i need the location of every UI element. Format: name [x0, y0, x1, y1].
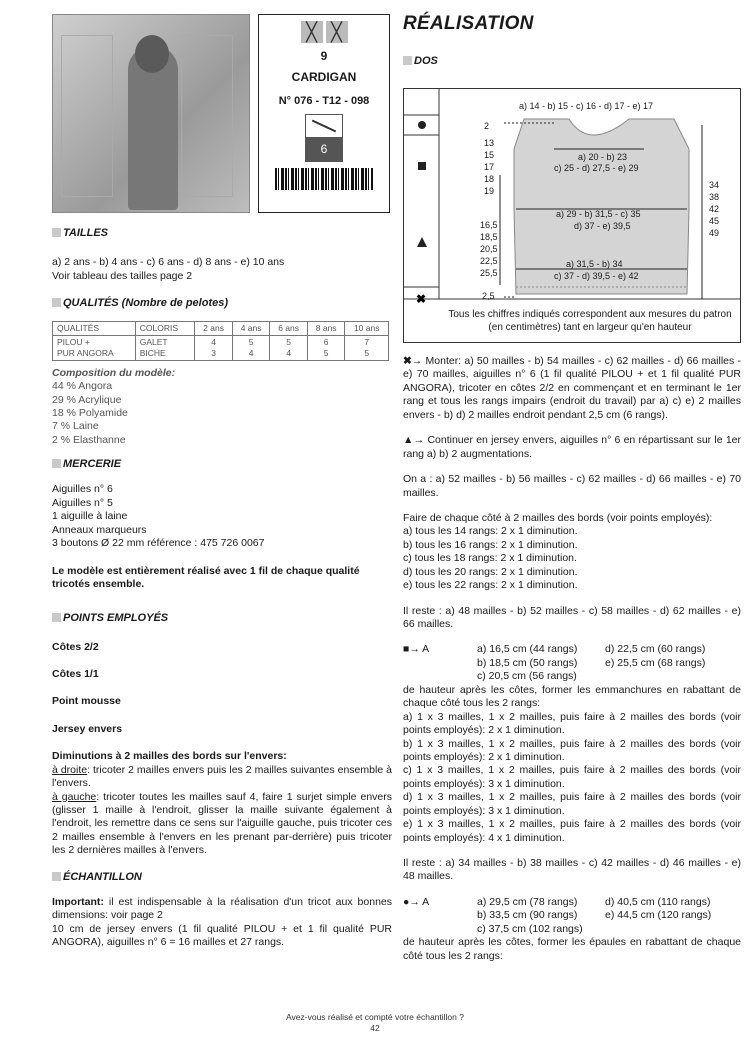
barcode: [275, 168, 373, 190]
tailles-sizes: a) 2 ans - b) 4 ans - c) 6 ans - d) 8 ans - e) 10 ans: [52, 256, 285, 269]
echantillon-important: Important: il est indispensable à la réalisation d'un tricot aux bonnes dimensions: voir page 2: [52, 895, 392, 922]
composition-heading: Composition du modèle:: [52, 366, 176, 379]
diminution-gauche: à gauche: tricoter toutes les mailles sauf 4, faire 1 surjet simple envers (glisser 1 maille à l'endroit, glisser la maille suivante également à l'endroit, les remettre dans ce sens sur l'aiguille gauche, puis tricoter ces 2 mailles ensemble à l'envers en les prenant par-derrière) puis tricoter les 2 dernières mailles à l'envers.: [52, 790, 392, 857]
armhole-item: c) 1 x 3 mailles, 1 x 2 mailles, puis faire à 2 mailles des bords (voir points employés): 3 x 1 diminution.: [403, 764, 741, 790]
instruction-armhole: de hauteur après les côtes, former les emmanchures en rabattant de chaque côté tous les 2 rangs:: [403, 683, 741, 710]
instruction-shoulders: de hauteur après les côtes, former les épaules en rabattant de chaque côté tous les 2 rangs:: [403, 936, 741, 962]
mercerie-item: Aiguilles n° 5: [52, 496, 113, 509]
instruction-remaining-2: Il reste : a) 34 mailles - b) 38 mailles - c) 42 mailles - d) 46 mailles - e) 48 mailles.: [403, 857, 741, 883]
echantillon-heading: ÉCHANTILLON: [52, 870, 392, 884]
echantillon-gauge: 10 cm de jersey envers (1 fil qualité PILOU + et 1 fil qualité PUR ANGORA), aiguilles n° 6 = 16 mailles et 27 rangs.: [52, 922, 392, 949]
dos-schematic: [403, 88, 741, 343]
square-marker-icon: [418, 162, 426, 170]
qualites-table: QUALITÉS COLORIS 2 ans 4 ans 6 ans 8 ans 10 ans PILOU + PUR ANGORA GALET BICHE 4 3 5 4 5 4 6 5 7 5: [52, 321, 389, 361]
diagram-left-body: 16,5 18,5 20,5 22,5 25,5: [480, 220, 498, 278]
decrease-item: e) tous les 22 rangs: 2 x 1 diminution.: [403, 579, 578, 592]
mercerie-note: Le modèle est entièrement réalisé avec 1 fil de chaque qualité tricotés ensemble.: [52, 564, 360, 590]
mercerie-heading: MERCERIE: [52, 457, 392, 471]
composition-item: 44 % Angora: [52, 380, 113, 393]
diagram-mid3: a) 29 - b) 31,5 - c) 35: [556, 209, 641, 219]
shoulder-heights: ●→ A a) 29,5 cm (78 rangs) b) 33,5 cm (90 rangs) c) 37,5 cm (102 rangs) d) 40,5 cm (110 rangs) e) 44,5 cm (120 rangs): [403, 895, 712, 935]
pattern-id-card: [258, 14, 390, 213]
model-photo: [52, 14, 250, 213]
mercerie-item: Anneaux marqueurs: [52, 523, 147, 536]
points-heading: POINTS EMPLOYÉS: [52, 611, 392, 625]
diagram-mid4: d) 37 - e) 39,5: [574, 221, 631, 231]
tailles-heading: TAILLES: [52, 226, 392, 240]
page-title: RÉALISATION: [403, 13, 534, 34]
needle-size: 6: [306, 137, 342, 161]
armhole-item: e) 1 x 3 mailles, 1 x 2 mailles, puis faire à 2 mailles des bords (voir points employés): 4 x 1 diminution.: [403, 818, 741, 844]
diagram-right-heights: 34 38 42 45 49: [709, 180, 720, 238]
needle-size-icon: [305, 114, 343, 162]
armhole-heights: ■→ A a) 16,5 cm (44 rangs) b) 18,5 cm (50 rangs) c) 20,5 cm (56 rangs) d) 22,5 cm (60 rangs) e) 25,5 cm (68 rangs): [403, 643, 706, 683]
pattern-title: CARDIGAN: [291, 70, 357, 85]
instruction-monter: ✖→ Monter: a) 50 mailles - b) 54 mailles - c) 62 mailles - d) 66 mailles - e) 70 mailles, aiguilles n° 6 (1 fil qualité PILOU + et 1 fil qualité PUR ANGORA), tricoter en côtes 2/2 en commençant et en terminant le 1er rang et tous les rangs impairs (endroit du travail) par a) c) e) 2 mailles envers - b) d) 2 mailles endroit pendant 2,5 cm (6 rangs).: [403, 355, 741, 421]
diagram-caption: Tous les chiffres indiqués correspondent aux mesures du patron (en centimètres) tant en largeur qu'en hauteur: [448, 309, 732, 333]
mercerie-item: Aiguilles n° 6: [52, 483, 113, 496]
page-number: 42: [370, 1022, 380, 1033]
composition-item: 18 % Polyamide: [52, 406, 128, 419]
diagram-bot1: a) 31,5 - b) 34: [566, 259, 623, 269]
diagram-left-label: 2: [484, 121, 490, 131]
diagram-mid2: c) 25 - d) 27,5 - e) 29: [554, 163, 639, 173]
decrease-item: b) tous les 16 rangs: 2 x 1 diminution.: [403, 538, 578, 551]
tailles-note: Voir tableau des tailles page 2: [52, 269, 193, 282]
point-item: Point mousse: [52, 695, 121, 708]
pattern-reference: N° 076 - T12 - 098: [278, 94, 370, 107]
armhole-item: d) 1 x 3 mailles, 1 x 2 mailles, puis faire à 2 mailles des bords (voir points employés): 3 x 1 diminution.: [403, 791, 741, 817]
dos-heading: DOS: [403, 54, 438, 68]
mercerie-item: 3 boutons Ø 22 mm référence : 475 726 0067: [52, 537, 265, 550]
point-item: Jersey envers: [52, 722, 123, 735]
point-item: Côtes 1/1: [52, 667, 99, 680]
circle-marker-icon: [418, 121, 426, 129]
diagram-left-rib: 2,5: [482, 291, 495, 301]
diagram-mid1: a) 20 - b) 23: [578, 152, 628, 162]
diagram-left-armhole: 13 15 17 18 19: [484, 138, 495, 196]
instruction-count: On a : a) 52 mailles - b) 56 mailles - c) 62 mailles - d) 66 mailles - e) 70 mailles.: [403, 473, 741, 499]
instruction-jersey: ▲→ Continuer en jersey envers, aiguilles n° 6 en répartissant sur le 1er rang a) b) 2 augmentations.: [403, 434, 741, 460]
composition-item: 2 % Elasthanne: [52, 433, 126, 446]
decrease-item: c) tous les 18 rangs: 2 x 1 diminution.: [403, 552, 577, 565]
composition-item: 7 % Laine: [52, 420, 99, 433]
composition-item: 29 % Acrylique: [52, 393, 122, 406]
point-item: Côtes 2/2: [52, 640, 99, 653]
knitting-needles-icon: ╳ ╳: [259, 21, 389, 43]
instruction-decrease: Faire de chaque côté à 2 mailles des bords (voir points employés):: [403, 511, 713, 524]
armhole-item: b) 1 x 3 mailles, 1 x 2 mailles, puis faire à 2 mailles des bords (voir points employés): 2 x 1 diminution.: [403, 737, 741, 763]
cross-marker-icon: ✖: [416, 292, 427, 306]
diminution-droite: à droite: tricoter 2 mailles envers puis les 2 mailles suivantes ensemble à l'envers.: [52, 763, 392, 790]
instruction-remaining: Il reste : a) 48 mailles - b) 52 mailles - c) 58 mailles - d) 62 mailles - e) 66 mailles.: [403, 604, 741, 630]
diagram-bot2: c) 37 - d) 39,5 - e) 42: [554, 271, 639, 281]
pattern-number: 9: [320, 49, 328, 63]
mercerie-item: 1 aiguille à laine: [52, 510, 128, 523]
triangle-marker-icon: [417, 237, 427, 247]
footer: [0, 1012, 750, 1034]
diminutions-title: Diminutions à 2 mailles des bords sur l'envers:: [52, 750, 287, 763]
qualites-heading: QUALITÉS (Nombre de pelotes): [52, 296, 392, 310]
footer-reminder: Avez-vous réalisé et compté votre échantillon ?: [286, 1012, 464, 1022]
armhole-item: a) 1 x 3 mailles, 1 x 2 mailles, puis faire à 2 mailles des bords (voir points employés): 2 x 1 diminution.: [403, 710, 741, 737]
instructions: [403, 355, 741, 963]
diagram-top: a) 14 - b) 15 - c) 16 - d) 17 - e) 17: [519, 101, 654, 111]
decrease-item: d) tous les 20 rangs: 2 x 1 diminution.: [403, 565, 578, 578]
decrease-item: a) tous les 14 rangs: 2 x 1 diminution.: [403, 525, 578, 538]
